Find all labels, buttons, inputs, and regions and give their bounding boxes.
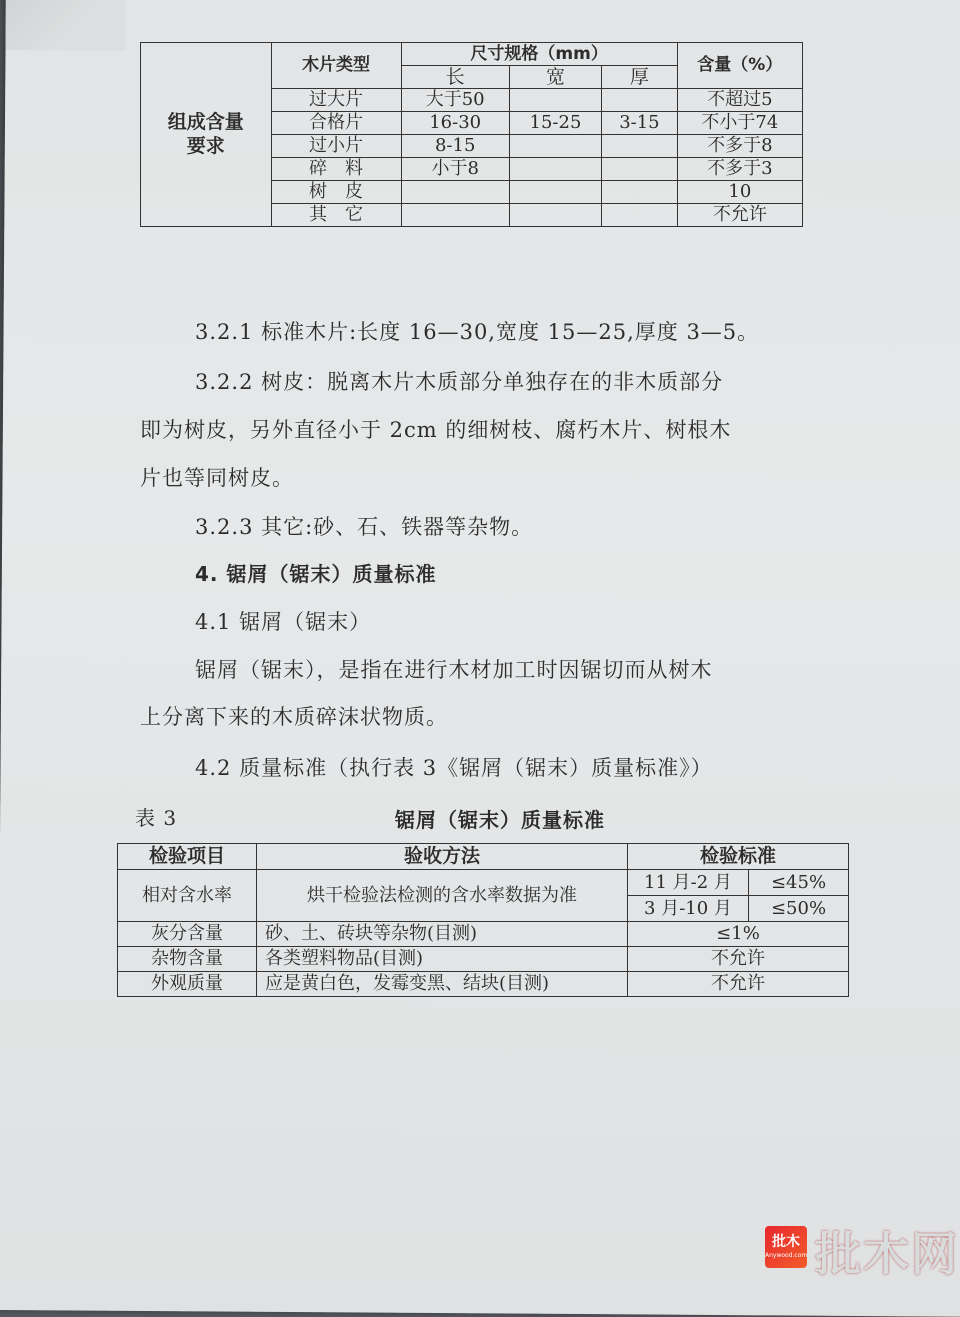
- para-3-2-2-line2: 即为树皮，另外直径小于 2cm 的细树枝、腐朽木片、树根木: [140, 418, 732, 442]
- col-content: 含量（%）: [677, 43, 802, 89]
- table-row: 相对含水率 烘干检验法检测的含水率数据为准 11 月-2 月 ≤45%: [118, 870, 849, 896]
- para-3-2-2-line1: 3.2.2 树皮：脱离木片木质部分单独存在的非木质部分: [195, 370, 724, 394]
- col-type: 木片类型: [271, 43, 401, 89]
- row-group-label: 组成含量要求: [141, 43, 272, 227]
- col-method: 验收方法: [257, 844, 628, 870]
- table-row: 过小片 8-15 不多于8: [141, 135, 803, 158]
- col-size: 尺寸规格（mm）: [401, 43, 677, 66]
- table-row: 杂物含量 各类塑料物品(目测) 不允许: [118, 947, 849, 972]
- table-row: 外观质量 应是黄白色，发霉变黑、结块(目测) 不允许: [118, 972, 849, 997]
- col-item: 检验项目: [118, 844, 257, 870]
- para-3-2-3: 3.2.3 其它:砂、石、铁器等杂物。: [195, 515, 534, 539]
- sawdust-quality-table: [117, 843, 849, 997]
- para-4-1-line1: 锯屑（锯末），是指在进行木材加工时因锯切而从树木: [195, 658, 713, 682]
- chip-composition-table: [140, 42, 803, 227]
- para-4-2: 4.2 质量标准（执行表 3《锯屑（锯末）质量标准》）: [195, 756, 713, 780]
- col-thickness: 厚: [602, 66, 677, 89]
- table-row: 3 月-10 月 ≤50%: [118, 896, 849, 922]
- heading-4: 4. 锯屑（锯末）质量标准: [195, 562, 437, 586]
- table3-number: 表 3: [135, 806, 178, 830]
- table-row: 其 它 不允许: [141, 204, 803, 227]
- para-3-2-2-line3: 片也等同树皮。: [140, 466, 294, 490]
- table-row: 碎 料 小于8 不多于3: [141, 158, 803, 181]
- watermark-brand: 批木网: [815, 1227, 959, 1281]
- heading-4-1: 4.1 锯屑（锯末）: [195, 610, 372, 634]
- table-row: 过大片 大于50 不超过5: [141, 89, 803, 112]
- table-row: 树 皮 10: [141, 181, 803, 204]
- page-corner: [6, 0, 126, 51]
- para-4-1-line2: 上分离下来的木质碎沫状物质。: [140, 705, 448, 729]
- table3-title: 锯屑（锯末）质量标准: [395, 808, 605, 832]
- col-width: 宽: [509, 66, 601, 89]
- table-row: 合格片 16-30 15-25 3-15 不小于74: [141, 112, 803, 135]
- watermark-logo-badge: 批木 Anywood.com: [765, 1226, 807, 1268]
- col-standard: 检验标准: [628, 844, 849, 870]
- table-row: 灰分含量 砂、土、砖块等杂物(目测) ≤1%: [118, 922, 849, 947]
- para-3-2-1: 3.2.1 标准木片:长度 16—30,宽度 15—25,厚度 3—5。: [195, 320, 760, 344]
- col-length: 长: [401, 66, 509, 89]
